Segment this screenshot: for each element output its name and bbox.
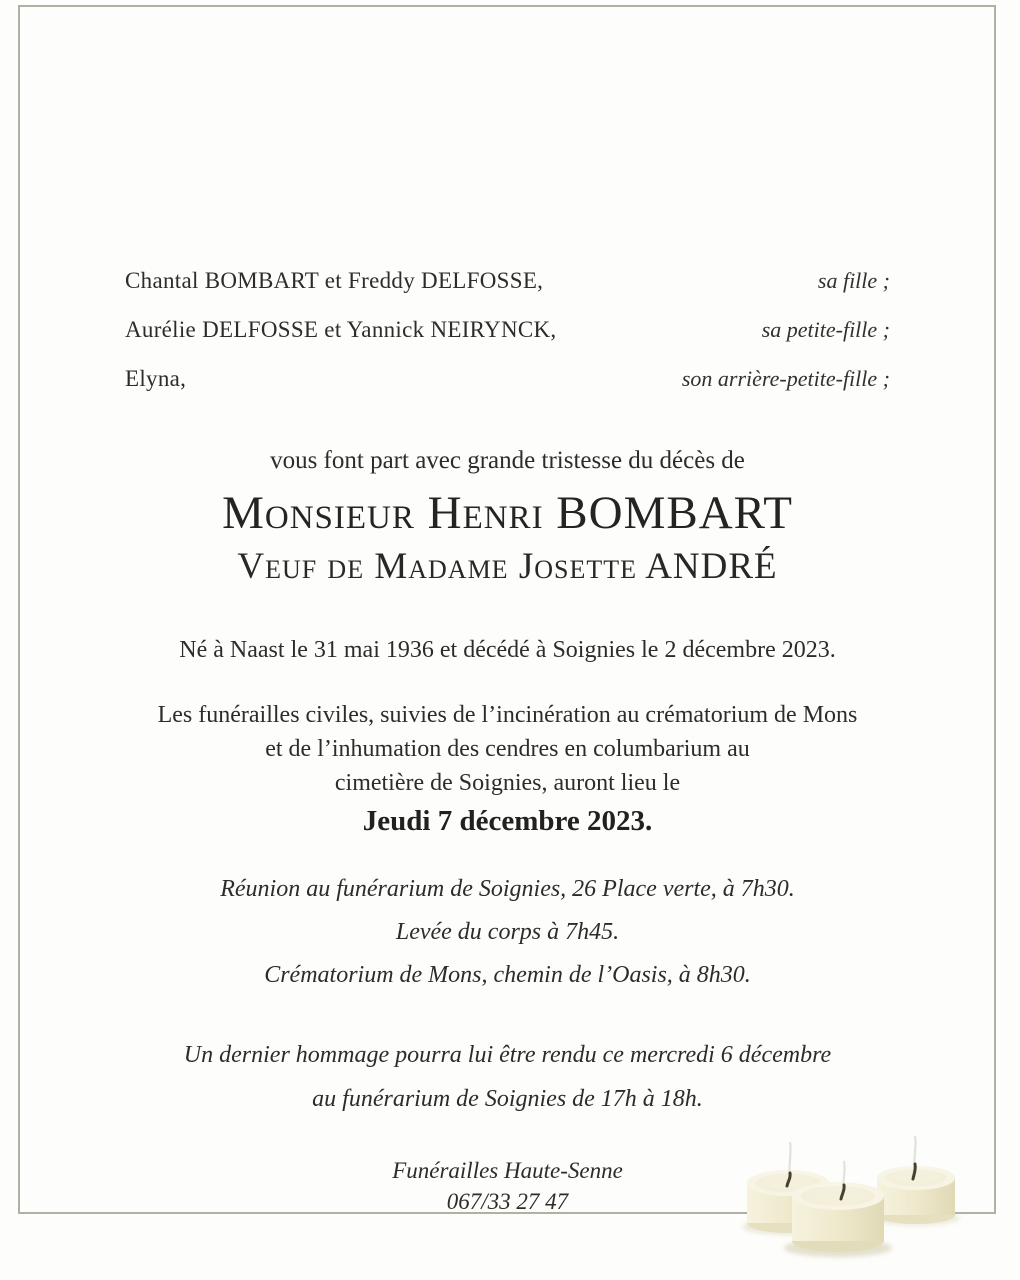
- deceased-subtitle: Veuf de Madame Josette ANDRÉ: [237, 546, 778, 587]
- family-names: Aurélie DELFOSSE et Yannick NEIRYNCK,: [125, 317, 557, 342]
- funeral-paragraph-line: Les funérailles civiles, suivies de l’incinération au crématorium de Mons: [157, 702, 858, 728]
- schedule-section: [125, 868, 890, 997]
- announcement-content: [125, 0, 890, 1217]
- birth-death-line: Né à Naast le 31 mai 1936 et décédé à Soignies le 2 décembre 2023.: [179, 637, 836, 663]
- announcement-sentence: vous font part avec grande tristesse du décès de: [270, 447, 745, 474]
- funeral-paragraph-line: cimetière de Soignies, auront lieu le: [334, 770, 681, 796]
- funeral-home-phone: 067/33 27 47: [446, 1189, 569, 1214]
- three-candles-image: [728, 1128, 972, 1262]
- funeral-paragraph-line: et de l’inhumation des cendres en columbarium au: [265, 736, 750, 762]
- funeral-paragraph: [125, 698, 890, 800]
- family-relation: son arrière-petite-fille ;: [681, 366, 890, 391]
- family-names: Chantal BOMBART et Freddy DELFOSSE,: [125, 268, 544, 293]
- funeral-date: Jeudi 7 décembre 2023.: [362, 805, 653, 837]
- family-section: [125, 0, 890, 396]
- family-relation: sa fille ;: [817, 268, 890, 293]
- family-line-daughter: [125, 268, 890, 298]
- deceased-name: Monsieur Henri BOMBART: [222, 487, 793, 539]
- schedule-line-reunion: Réunion au funérarium de Soignies, 26 Place verte, à 7h30.: [220, 876, 795, 902]
- family-line-great-granddaughter: [125, 366, 890, 396]
- candle-right: [877, 1136, 955, 1224]
- schedule-line-crematorium: Crématorium de Mons, chemin de l’Oasis, à 8h30.: [264, 962, 751, 988]
- family-names: Elyna,: [125, 366, 187, 391]
- tribute-line: Un dernier hommage pourra lui être rendu ce mercredi 6 décembre: [183, 1042, 832, 1068]
- family-relation: sa petite-fille ;: [761, 317, 890, 342]
- family-line-granddaughter: [125, 317, 890, 347]
- tribute-section: [125, 1033, 890, 1121]
- schedule-line-levee: Levée du corps à 7h45.: [395, 919, 620, 945]
- funeral-home-name: Funérailles Haute-Senne: [392, 1158, 623, 1183]
- tribute-line: au funérarium de Soignies de 17h à 18h.: [312, 1086, 703, 1112]
